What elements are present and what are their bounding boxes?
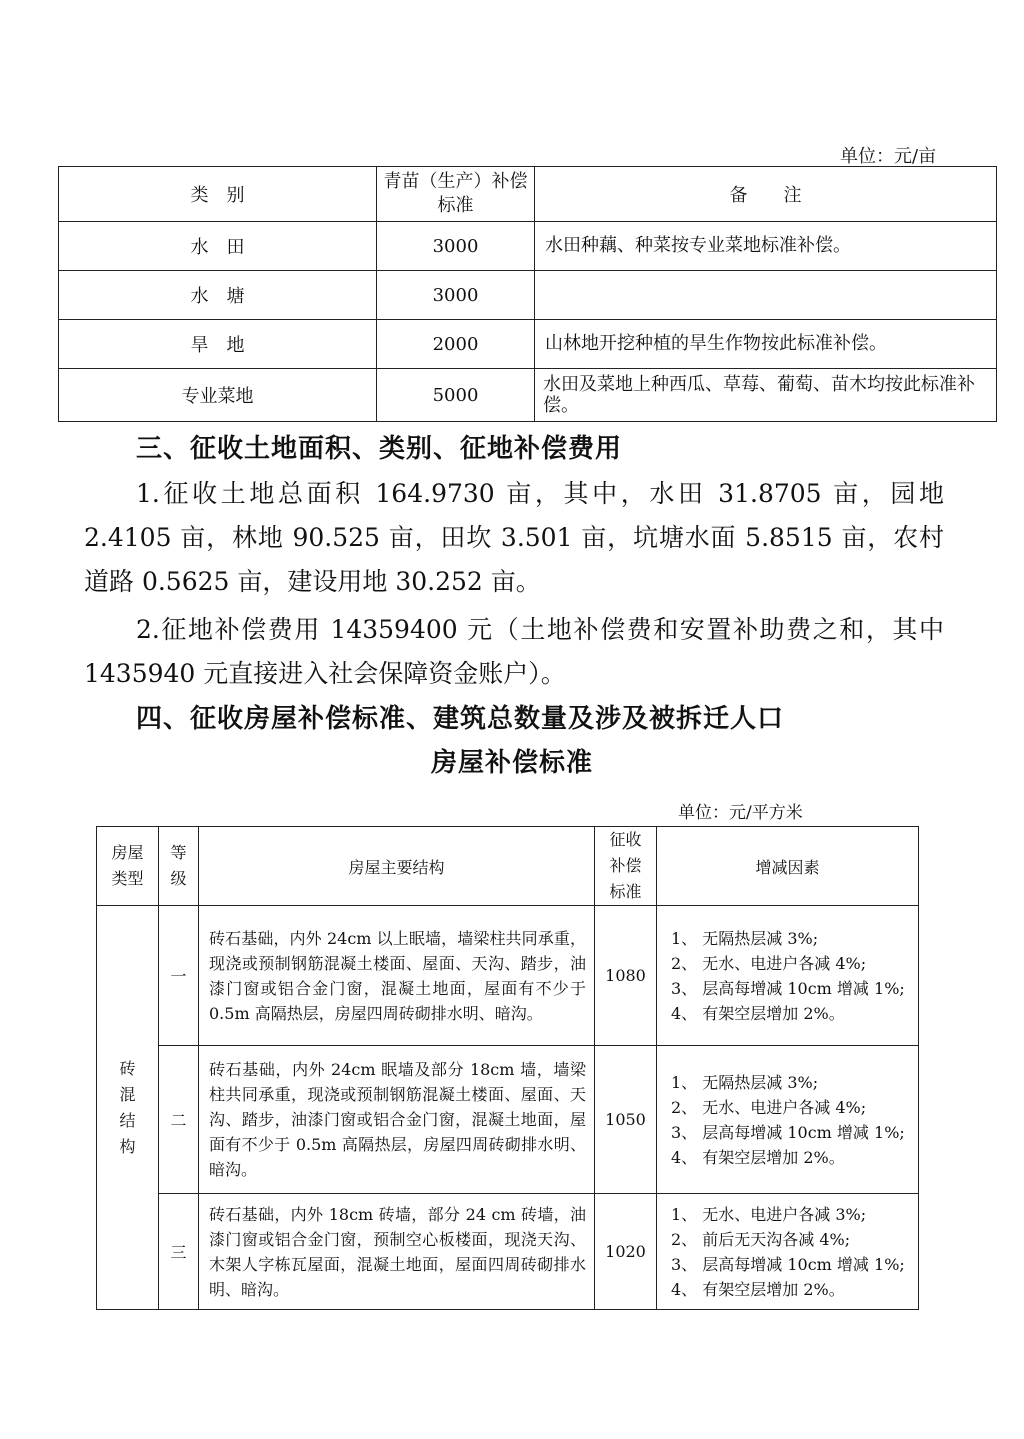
- house-compensation-table: [96, 826, 919, 1310]
- section3-paragraph-2: 2.征地补偿费用 14359400 元（土地补偿费和安置补助费之和，其中 1435940 元直接进入社会保障资金账户）。: [84, 615, 944, 688]
- table-row: [59, 369, 997, 422]
- table-header-row: [97, 827, 919, 906]
- factor-item: 2、 前后无天沟各减 4%;: [671, 1229, 851, 1249]
- row-note: 山林地开挖种植的旱生作物按此标准补偿。: [535, 320, 997, 369]
- row-note: 水田及菜地上种西瓜、草莓、葡萄、苗木均按此标准补偿。: [535, 369, 997, 422]
- table-row: [97, 1046, 919, 1194]
- header-category: 类 别: [59, 167, 377, 222]
- crop-table-unit: 单位：元/亩: [840, 146, 937, 167]
- header-standard: 青苗（生产）补偿标准: [377, 167, 535, 222]
- row-note: [535, 271, 997, 320]
- row-standard: 3000: [377, 271, 535, 320]
- factor-item: 1、 无水、电进户各减 3%;: [671, 1204, 867, 1224]
- house-table-unit: 单位：元/平方米: [678, 803, 803, 823]
- factors-cell: [657, 1046, 919, 1194]
- row-standard: 3000: [377, 222, 535, 271]
- table-row: [59, 271, 997, 320]
- standard-cell: 1050: [595, 1046, 657, 1194]
- header-factors: 增减因素: [657, 827, 919, 906]
- row-category: 水 塘: [59, 271, 377, 320]
- section4-heading: 四、征收房屋补偿标准、建筑总数量及涉及被拆迁人口: [136, 704, 785, 734]
- header-structure: 房屋主要结构: [199, 827, 595, 906]
- grade-cell: 一: [159, 906, 199, 1046]
- table-row: [59, 222, 997, 271]
- factors-cell: [657, 906, 919, 1046]
- table-row: [59, 320, 997, 369]
- factor-item: 4、 有架空层增加 2%。: [671, 1003, 845, 1023]
- header-house-type: 房屋类型: [97, 827, 159, 906]
- grade-cell: 二: [159, 1046, 199, 1194]
- grade-cell: 三: [159, 1194, 199, 1310]
- table-row: [97, 1194, 919, 1310]
- row-note: 水田种藕、种菜按专业菜地标准补偿。: [535, 222, 997, 271]
- house-type-cell: 砖混结构: [97, 906, 159, 1310]
- section3-paragraph-1: 1.征收土地总面积 164.9730 亩，其中，水田 31.8705 亩，园地 2.4105 亩，林地 90.525 亩，田坎 3.501 亩，坑塘水面 5.8515 亩，农村道路 0.5625 亩，建设用地 30.252 亩。: [84, 479, 944, 596]
- structure-cell: 砖石基础，内外 24cm 眠墙及部分 18cm 墙，墙梁柱共同承重，现浇或预制钢筋混凝土楼面、屋面、天沟、踏步，油漆门窗或铝合金门窗，混凝土地面，屋面有不少于 0.5m 高隔热层，房屋四周砖砌排水明、暗沟。: [199, 1046, 595, 1194]
- factor-item: 2、 无水、电进户各减 4%;: [671, 1097, 867, 1117]
- factor-item: 3、 层高每增减 10cm 增减 1%;: [671, 978, 905, 998]
- header-note: 备 注: [535, 167, 997, 222]
- row-category: 专业菜地: [59, 369, 377, 422]
- factor-item: 3、 层高每增减 10cm 增减 1%;: [671, 1254, 905, 1274]
- table-header-row: [59, 167, 997, 222]
- header-grade: 等级: [159, 827, 199, 906]
- factor-item: 4、 有架空层增加 2%。: [671, 1147, 845, 1167]
- standard-cell: 1020: [595, 1194, 657, 1310]
- header-standard: 征收补偿标准: [595, 827, 657, 906]
- factor-item: 1、 无隔热层减 3%;: [671, 928, 819, 948]
- factor-item: 3、 层高每增减 10cm 增减 1%;: [671, 1122, 905, 1142]
- row-category: 水 田: [59, 222, 377, 271]
- row-category: 旱 地: [59, 320, 377, 369]
- factor-item: 2、 无水、电进户各减 4%;: [671, 953, 867, 973]
- factor-item: 1、 无隔热层减 3%;: [671, 1072, 819, 1092]
- section3-heading: 三、征收土地面积、类别、征地补偿费用: [136, 434, 623, 464]
- factor-item: 4、 有架空层增加 2%。: [671, 1279, 845, 1299]
- row-standard: 2000: [377, 320, 535, 369]
- house-table-title: 房屋补偿标准: [430, 748, 593, 778]
- structure-cell: 砖石基础，内外 24cm 以上眠墙，墙梁柱共同承重，现浇或预制钢筋混凝土楼面、屋面、天沟、踏步，油漆门窗或铝合金门窗，混凝土地面，屋面有不少于 0.5m 高隔热层，房屋四周砖砌排水明、暗沟。: [199, 906, 595, 1046]
- crop-compensation-table: [58, 166, 997, 422]
- standard-cell: 1080: [595, 906, 657, 1046]
- table-row: [97, 906, 919, 1046]
- row-standard: 5000: [377, 369, 535, 422]
- factors-cell: [657, 1194, 919, 1310]
- structure-cell: 砖石基础，内外 18cm 砖墙，部分 24 cm 砖墙，油漆门窗或铝合金门窗，预制空心板楼面，现浇天沟、木架人字栋瓦屋面，混凝土地面，屋面四周砖砌排水明、暗沟。: [199, 1194, 595, 1310]
